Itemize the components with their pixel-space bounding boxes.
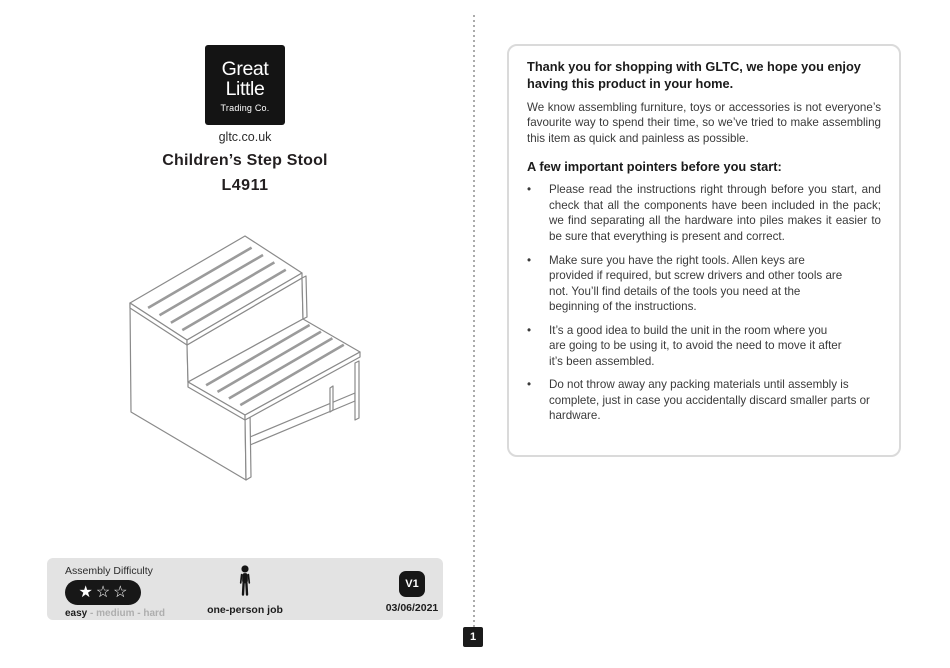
- logo-text-line1: Great: [221, 58, 269, 80]
- star-icon-outline: ☆: [113, 583, 128, 601]
- pointer-item: [527, 377, 881, 424]
- job-label: one-person job: [207, 604, 283, 616]
- product-title: Children’s Step Stool: [162, 152, 328, 169]
- bullet-dot: •: [527, 253, 532, 267]
- difficulty-rating: [65, 580, 141, 605]
- logo-text-line2: Little: [225, 78, 265, 100]
- star-icon-outline: ☆: [95, 583, 111, 601]
- pointer-item: [527, 253, 881, 315]
- pointers-heading: A few important pointers before you start:: [527, 159, 782, 175]
- page-fold-dotted-divider: [473, 15, 475, 627]
- person-icon: [234, 564, 256, 597]
- star-icon-filled: ★: [78, 583, 93, 601]
- difficulty-scale: [65, 608, 165, 619]
- page-number: 1: [463, 627, 483, 647]
- welcome-panel: [507, 44, 901, 457]
- website-url: gltc.co.uk: [218, 130, 272, 144]
- logo-text-line3: Trading Co.: [220, 103, 270, 113]
- pointer-text: Please read the instructions right through before you start, and check that all the components have been included in the pack; we find separating all the hardware into piles makes it easier to be sure that everything is present and correct.: [549, 183, 881, 243]
- difficulty-section: [65, 565, 165, 619]
- pointer-item: [527, 323, 881, 370]
- difficulty-label: Assembly Difficulty: [65, 565, 153, 577]
- intro-body: We know assembling furniture, toys or accessories is not everyone’s favourite way to spend their time, so we’ve tried to make assembling this item as quick and painless as possible.: [527, 100, 881, 145]
- bullet-dot: •: [527, 378, 532, 392]
- version-section: [384, 571, 440, 614]
- assembly-info-bar: [47, 558, 443, 620]
- intro-heading: Thank you for shopping with GLTC, we hope you enjoy having this product in your home.: [527, 59, 861, 91]
- revision-date: 03/06/2021: [385, 602, 439, 614]
- difficulty-scale-easy: easy: [65, 608, 88, 619]
- pointer-text: Make sure you have the right tools. Allen keys are provided if required, but screw drivers and other tools are not. You’ll find details of the tools you need at the beginning of the instructions.: [549, 253, 843, 314]
- gltc-logo: [205, 45, 285, 125]
- bullet-dot: •: [527, 183, 532, 197]
- step-stool-illustration: [115, 222, 385, 492]
- pointer-text: Do not throw away any packing materials until assembly is complete, just in case you accidentally discard smaller parts or hardware.: [549, 378, 870, 423]
- pointer-item: [527, 182, 881, 244]
- difficulty-scale-rest: - medium - hard: [87, 608, 166, 619]
- product-code: L4911: [221, 177, 269, 194]
- job-section: [197, 564, 293, 616]
- version-badge: V1: [399, 571, 425, 597]
- pointer-text: It’s a good idea to build the unit in the room where you are going to be using it, to avoid the need to move it after it’s been assembled.: [549, 323, 842, 368]
- bullet-dot: •: [527, 323, 532, 337]
